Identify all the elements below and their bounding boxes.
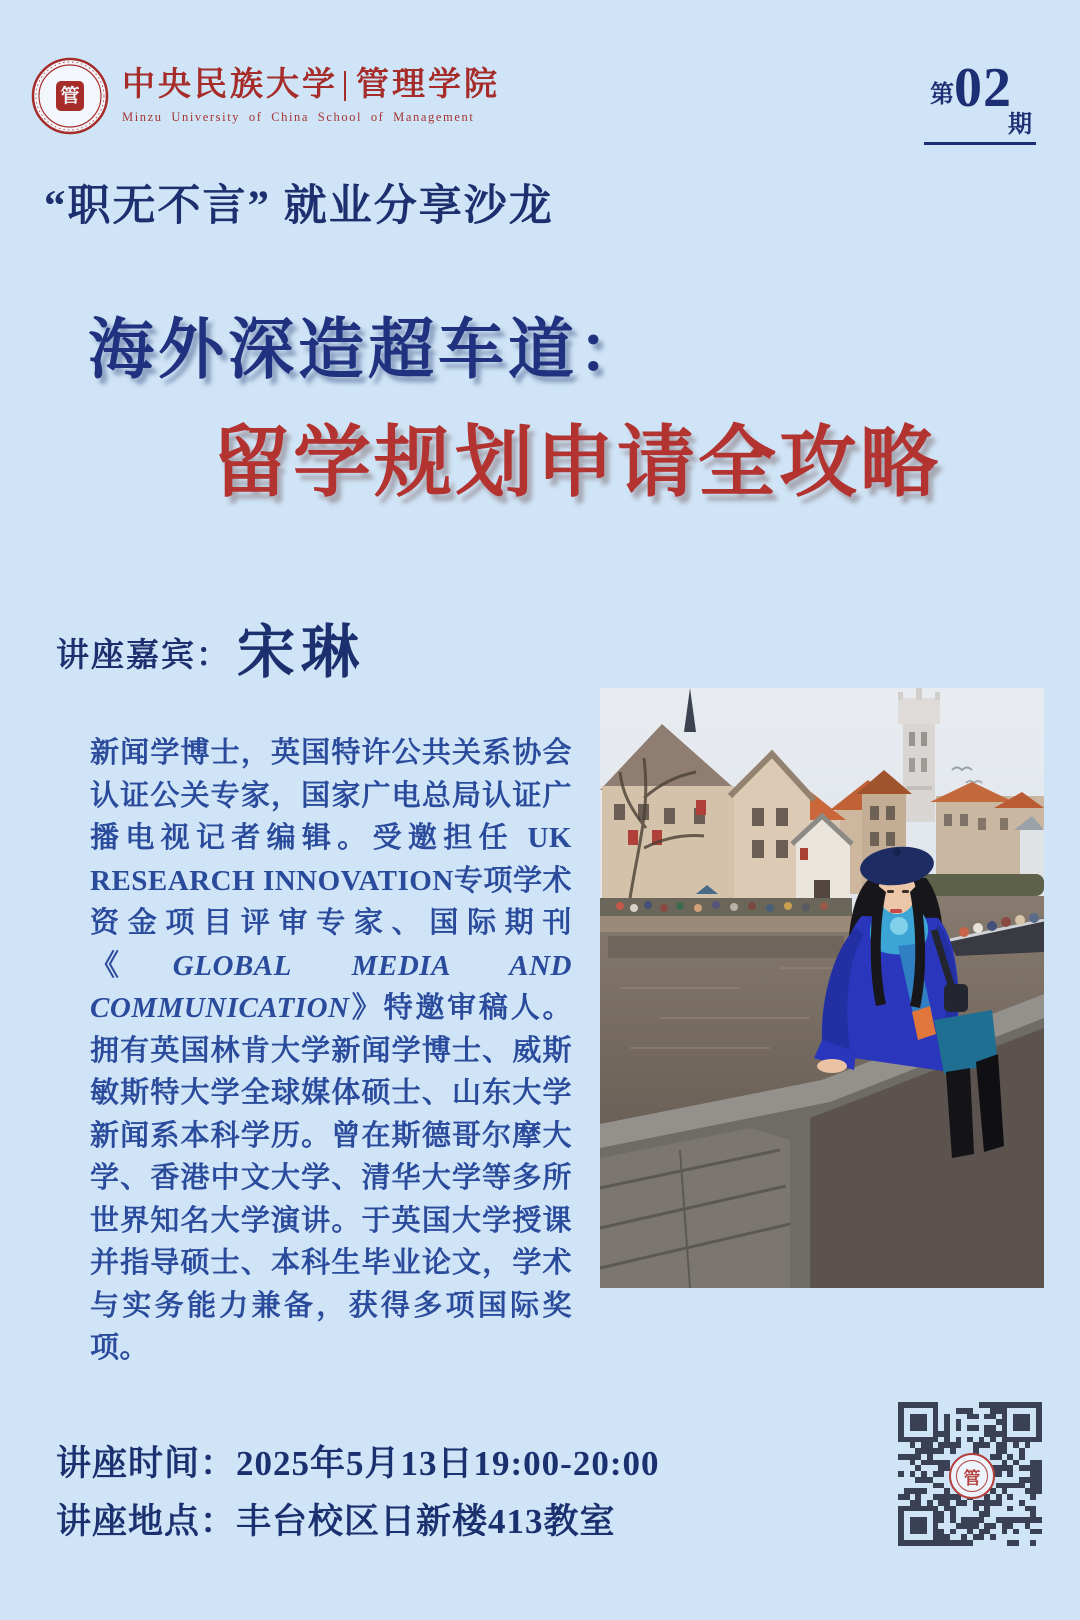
school-name: 管理学院 [356,67,500,104]
qr-code [898,1402,1042,1546]
lecture-time-line [56,1436,659,1486]
guest-name: 宋琳 [237,620,366,685]
place-value: 丰台校区日新楼413教室 [236,1502,616,1541]
qr-center-character: 管 [956,1460,988,1492]
seal-character: 管 [60,86,80,107]
bio-journal-name: GLOBAL MEDIA AND COMMUNICATION [90,949,572,1024]
guest-label: 讲座嘉宾： [56,638,231,674]
guest-row [56,620,366,685]
university-name: 中央民族大学 [122,67,338,104]
university-name-english: Minzu University of China School of Management [122,109,475,124]
main-title-line2: 留学规划申请全攻略 [212,419,942,506]
bio-text-1: 新闻学博士，英国特许公共关系协会认证公关专家，国家广电总局认证广播电视记者编辑。受邀担任 UK RESEARCH INNOVATION专项学术资金项目评审专家、国际期刊《 [90,737,572,982]
bio-text-2: 》特邀审稿人。拥有英国林肯大学新闻学博士、威斯敏斯特大学全球媒体硕士、山东大学新闻系本科学历。曾在斯德哥尔摩大学、香港中文大学、清华大学等多所世界知名大学演讲。于英国大学授课并指导硕士、本科生毕业论文，学术与实务能力兼备，获得多项国际奖项。 [90,992,572,1364]
university-logo [30,56,500,136]
guest-bio [90,732,572,1370]
salon-subtitle: “职无不言” 就业分享沙龙 [44,183,554,230]
time-value: 2025年5月13日19:00-20:00 [236,1444,660,1483]
logo-divider [344,71,346,101]
issue-prefix: 第 [930,82,954,108]
issue-number: 02 [954,57,1012,119]
place-label: 讲座地点： [56,1502,237,1541]
qr-center-seal-icon [949,1453,995,1499]
time-label: 讲座时间： [56,1444,237,1483]
main-title-line1: 海外深造超车道： [88,314,648,387]
lecture-place-line [56,1494,616,1544]
canal-buildings-right [930,782,1044,882]
issue-suffix: 期 [1008,112,1032,138]
issue-badge [922,57,1044,150]
issue-underline [924,142,1036,145]
guest-photo [600,688,1044,1288]
university-seal-icon [30,56,110,136]
